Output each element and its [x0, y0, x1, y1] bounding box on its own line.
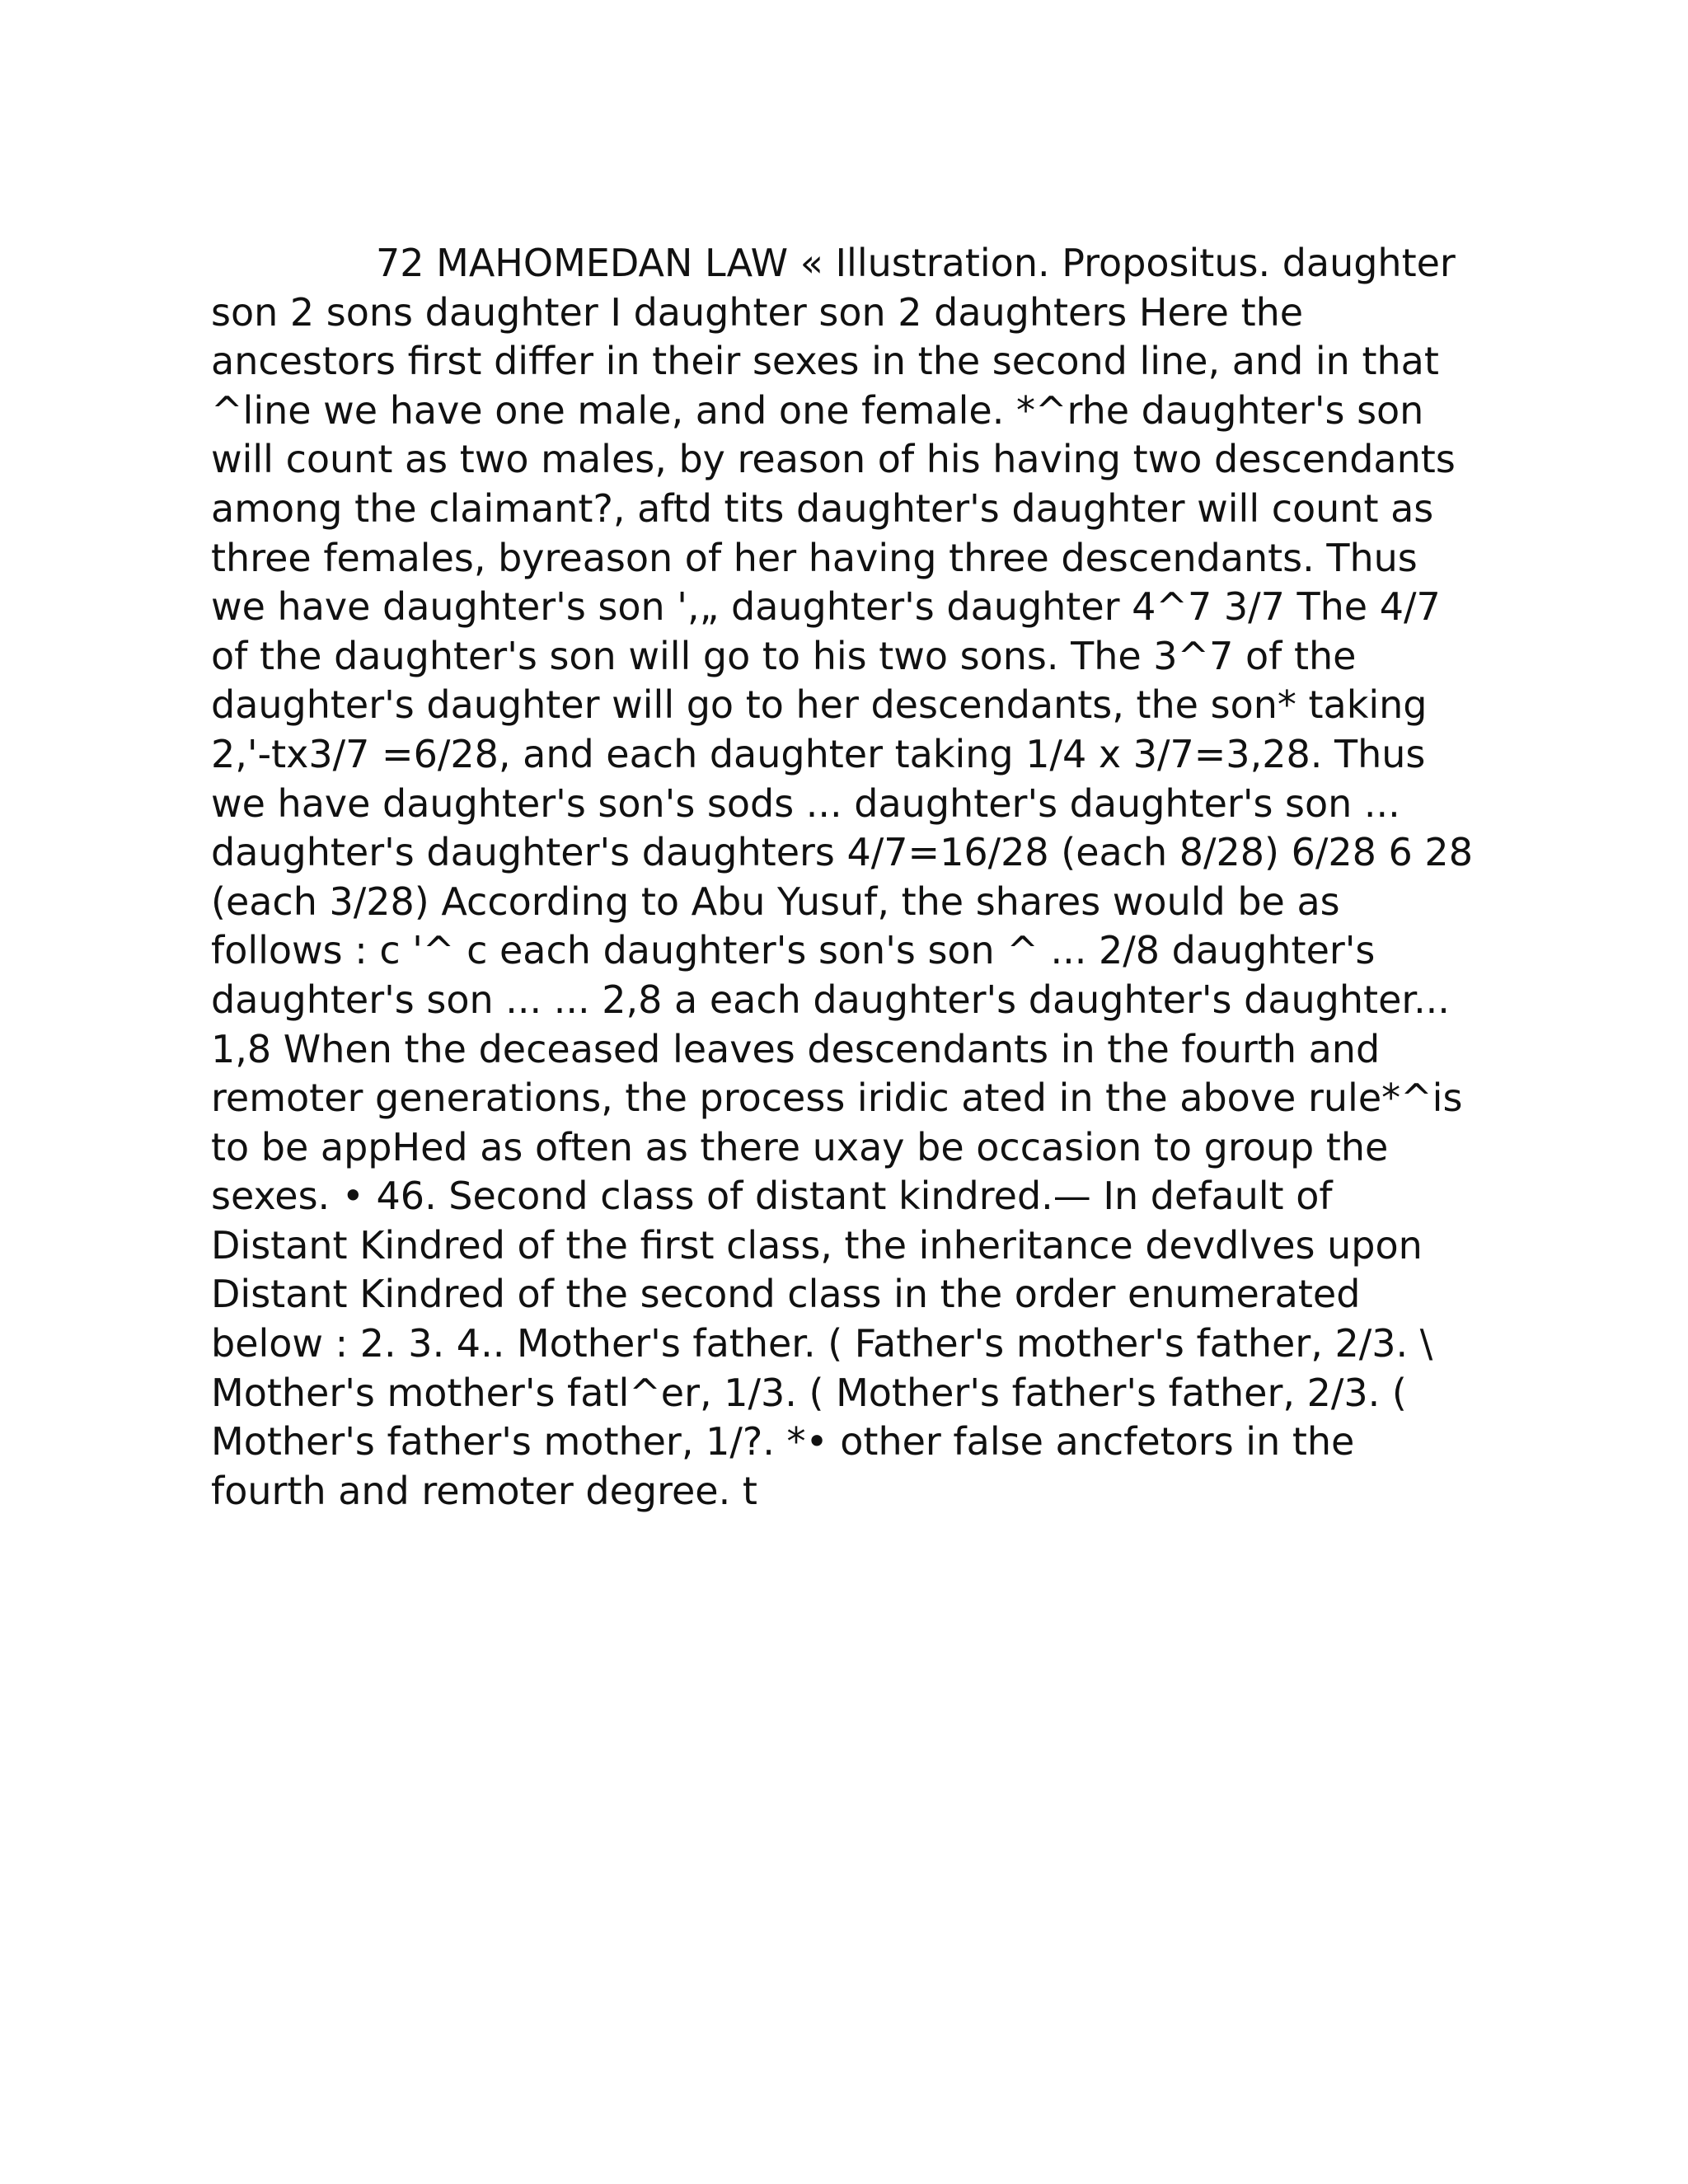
body-text: 72 MAHOMEDAN LAW « Illustration. Propositus. daughter son 2 sons daughter I daughter son 2 daughters Here the ancestors first differ in their sexes in the second line, and in that ^line we have one male, and one female. *^rhe daughter's son will count as two males, by reason of his having two descendants among the claimant?, aftd tits daughter's daughter will count as three females, byreason of her having three descendants. Thus we have daughter's son ',„ daughter's daughter 4^7 3/7 The 4/7 of the daughter's son will go to his two sons. The 3^7 of the daughter's daughter will go to her descendants, the son* taking 2,'-tx3/7 =6/28, and each daughter taking 1/4 x 3/7=3,28. Thus we have daughter's son's sods ... daughter's daughter's son ... daughter's daughter's daughters 4/7=16/28 (each 8/28) 6/28 6 28 (each 3/28) According to Abu Yusuf, the shares would be as follows : c '^ c each daughter's son's son ^ ... 2/8 daughter's daughter's son ... ... 2,8 a each daughter's daughter's daughter... 1,8 When the deceased leaves descendants in the fourth and remoter generations, the process iridic ated in the above rule*^is to be appHed as often as there uxay be occasion to group the sexes. • 46. Second class of distant kindred.— In default of Distant Kindred of the first class, the inheritance devdlves upon Distant Kindred of the second class in the order enumerated below : 2. 3. 4.. Mother's father. ( Father's mother's father, 2/3. \ Mother's mother's fatl^er, 1/3. ( Mother's father's father, 2/3. ( Mother's father's mother, 1/?. *• other false ancfetors in the fourth and remoter degree. t	[211, 241, 1473, 1513]
